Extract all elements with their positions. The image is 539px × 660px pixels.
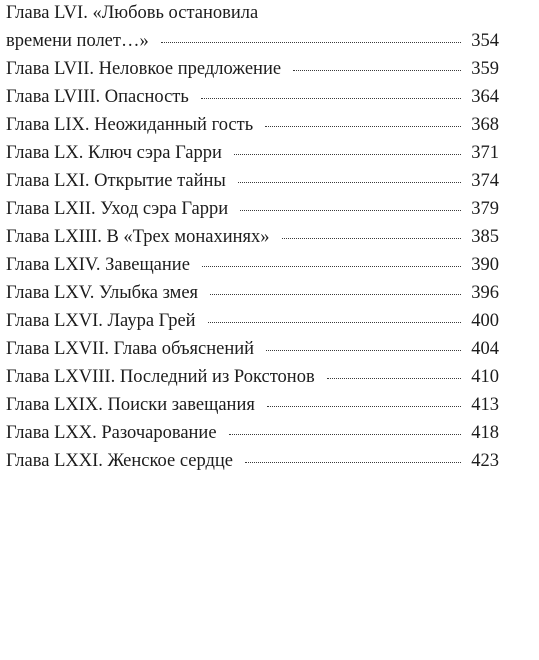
toc-entry-title: Глава LXXI. Женское сердце [6,451,234,471]
toc-entry [6,140,499,168]
toc-entry [6,336,499,364]
toc-entry-title: Глава LXIV. Завещание [6,255,190,275]
dot-leader [201,84,461,103]
toc-entry [6,196,499,224]
toc-page-number: 379 [471,199,499,219]
toc-entry-title: Глава LX. Ключ сэра Гарри [6,143,222,163]
toc-page-number: 368 [471,115,499,135]
toc-page-number: 396 [471,283,499,303]
toc-entry-title: Глава LVIII. Опасность [6,87,189,107]
toc-entry [6,448,499,476]
toc-entry-title: Глава LXII. Уход сэра Гарри [6,199,229,219]
toc-entry [6,252,499,280]
toc-entry-title: Глава LXX. Разочарование [6,423,217,443]
dot-leader [161,28,462,47]
dot-leader [240,196,461,215]
toc-page-number: 354 [471,31,499,51]
toc-entry [6,56,499,84]
toc-entry-title: Глава LXV. Улыбка змея [6,283,199,303]
toc-entry [6,112,499,140]
dot-leader [293,56,461,75]
toc-page-number: 410 [471,367,499,387]
toc-page-number: 364 [471,87,499,107]
toc-entry [6,420,499,448]
toc-entry-title-line1: Глава LVI. «Любовь остановила [6,3,259,23]
toc-page-number: 413 [471,395,499,415]
toc-entry [6,392,499,420]
dot-leader [245,448,461,467]
toc-entry-title: Глава LXVI. Лаура Грей [6,311,196,331]
dot-leader [202,252,461,271]
toc-entry [6,364,499,392]
toc-page-number: 371 [471,143,499,163]
toc-page-number: 400 [471,311,499,331]
toc-entry-title: Глава LXIX. Поиски завещания [6,395,255,415]
toc-entry-title: Глава LVII. Неловкое предложение [6,59,282,79]
toc-entry-title: Глава LXVII. Глава объяснений [6,339,255,359]
dot-leader [267,392,461,411]
dot-leader [282,224,462,243]
toc-page-number: 418 [471,423,499,443]
toc-entry [6,84,499,112]
toc-entry [6,308,499,336]
table-of-contents [6,0,499,476]
dot-leader [266,336,461,355]
dot-leader [265,112,461,131]
toc-page-number: 385 [471,227,499,247]
dot-leader [327,364,462,383]
toc-entry [6,224,499,252]
toc-page-number: 390 [471,255,499,275]
toc-entry-title: Глава LXVIII. Последний из Рокстонов [6,367,315,387]
toc-entry [6,28,499,56]
toc-page-number: 404 [471,339,499,359]
dot-leader [238,168,461,187]
toc-entry [6,168,499,196]
toc-entry-title: Глава LIX. Неожиданный гость [6,115,254,135]
toc-entry-title: Глава LXIII. В «Трех монахинях» [6,227,270,247]
dot-leader [210,280,461,299]
toc-page-number: 423 [471,451,499,471]
toc-entry [6,280,499,308]
toc-entry-title-line2: времени полет…» [6,31,149,51]
toc-entry-title: Глава LXI. Открытие тайны [6,171,226,191]
toc-page-number: 359 [471,59,499,79]
dot-leader [234,140,461,159]
dot-leader [208,308,462,327]
toc-page-number: 374 [471,171,499,191]
dot-leader [229,420,462,439]
